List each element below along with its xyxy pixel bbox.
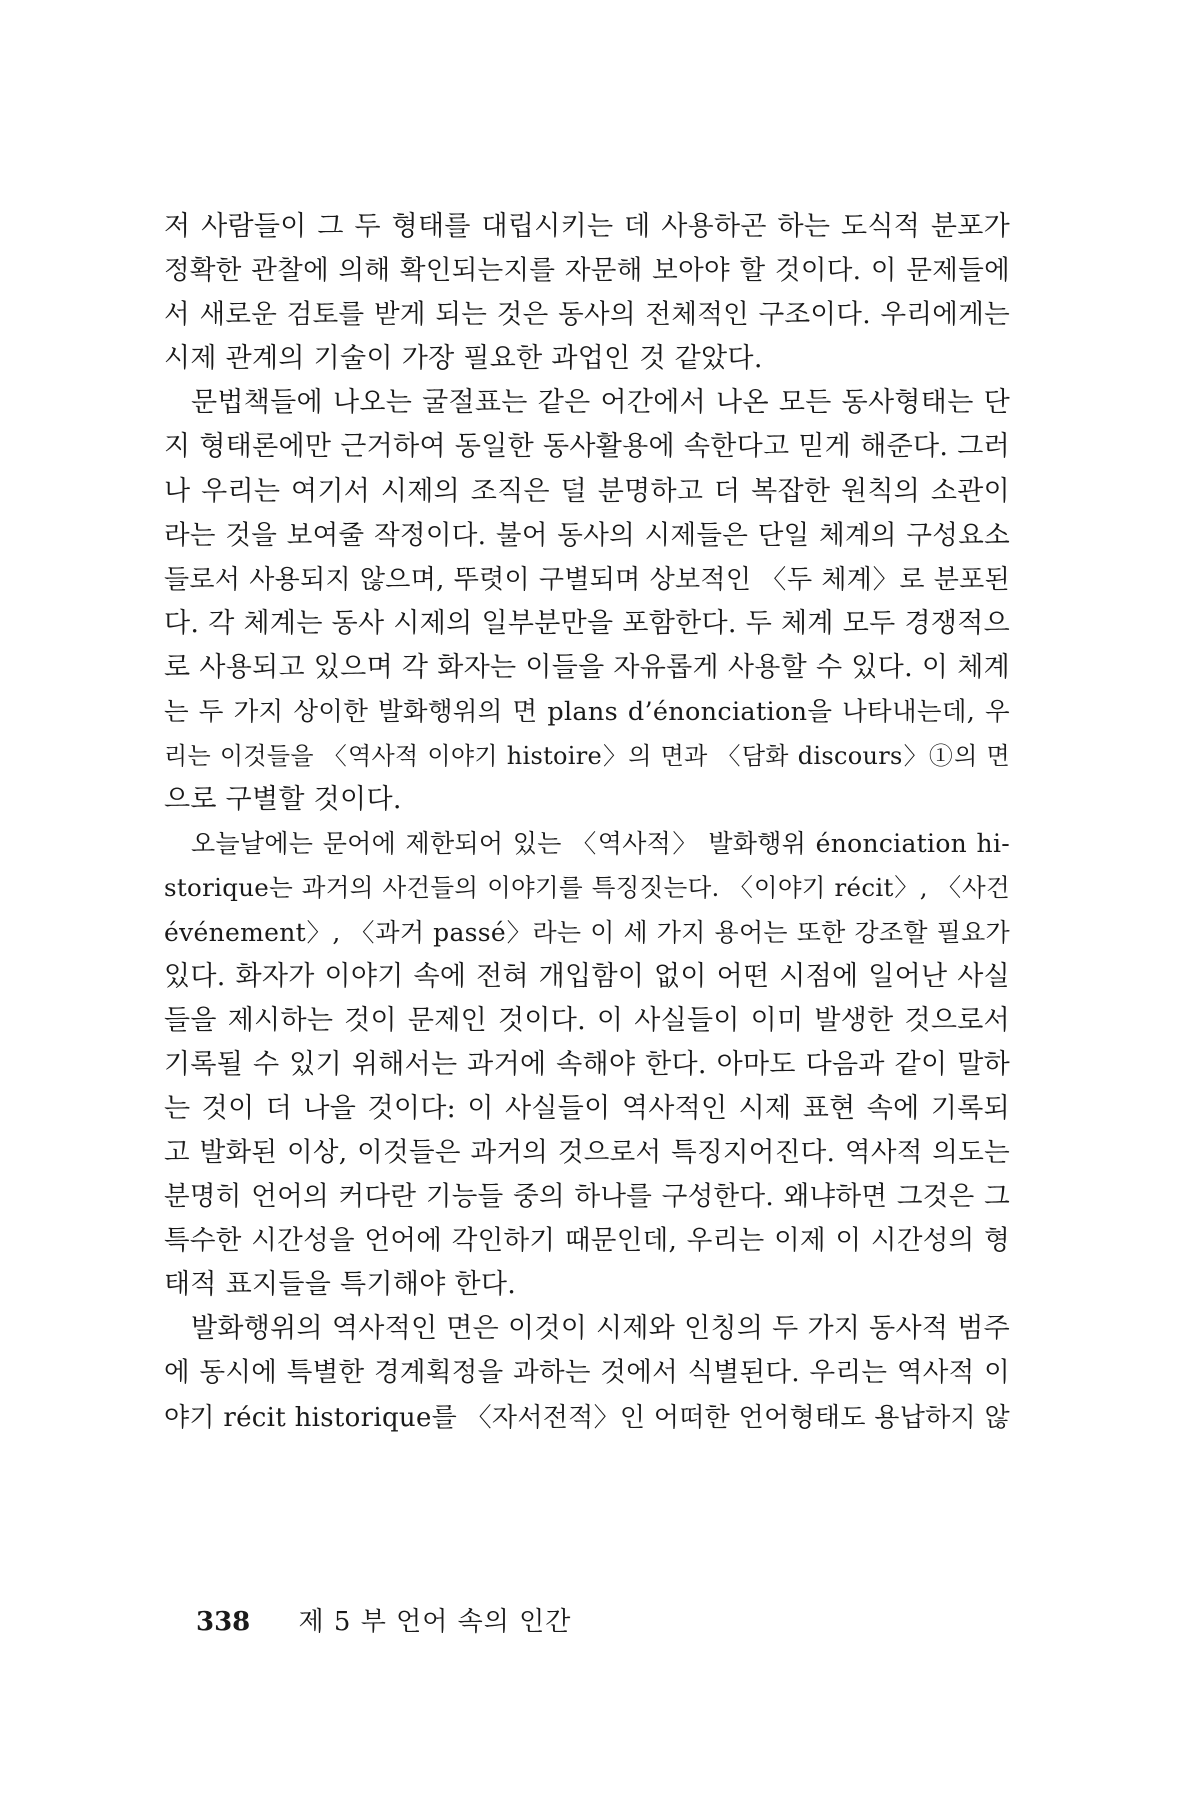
- text-line: 다. 각 체계는 동사 시제의 일부분만을 포함한다. 두 체계 모두 경쟁적으: [164, 607, 1010, 639]
- text-line: 특수한 시간성을 언어에 각인하기 때문인데, 우리는 이제 이 시간성의 형: [164, 1225, 1010, 1257]
- text-line: 분명히 언어의 커다란 기능들 중의 하나를 구성한다. 왜냐하면 그것은 그: [164, 1181, 1010, 1213]
- text-line: 있다. 화자가 이야기 속에 전혀 개입함이 없이 어떤 시점에 일어난 사실: [164, 960, 1010, 992]
- text-line: 라는 것을 보여줄 작정이다. 불어 동사의 시제들은 단일 체계의 구성요소: [164, 519, 1010, 551]
- text-line: 정확한 관찰에 의해 확인되는지를 자문해 보아야 할 것이다. 이 문제들에: [164, 255, 1010, 287]
- page-number: 338: [196, 1607, 251, 1637]
- text-line: 에 동시에 특별한 경계획정을 과하는 것에서 식별된다. 우리는 역사적 이: [164, 1357, 1010, 1389]
- text-line: 태적 표지들을 특기해야 한다.: [164, 1269, 517, 1301]
- text-line: 기록될 수 있기 위해서는 과거에 속해야 한다. 아마도 다음과 같이 말하: [164, 1048, 1010, 1080]
- text-line: événement〉, 〈과거 passé〉라는 이 세 가지 용어는 또한 강조할 필요가: [164, 917, 1010, 947]
- text-line: 문법책들에 나오는 굴절표는 같은 어간에서 나온 모든 동사형태는 단: [191, 387, 1010, 419]
- text-line: 저 사람들이 그 두 형태를 대립시키는 데 사용하곤 하는 도식적 분포가: [164, 211, 1010, 242]
- paragraph: [164, 381, 1010, 822]
- page-footer: [196, 1605, 571, 1639]
- text-line: 시제 관계의 기술이 가장 필요한 과업인 것 같았다.: [164, 343, 763, 375]
- text-line: storique는 과거의 사건들의 이야기를 특징짓는다. 〈이야기 récit〉, 〈사건: [164, 873, 1010, 903]
- paragraph: [164, 1307, 1010, 1439]
- text-line: 지 형태론에만 근거하여 동일한 동사활용에 속한다고 믿게 해준다. 그러: [164, 431, 1010, 463]
- text-line: 는 두 가지 상이한 발화행위의 면 plans d’énonciation을 나타내는데, 우: [164, 697, 1010, 728]
- running-head: 제 5 부 언어 속의 인간: [298, 1607, 572, 1637]
- body-text: [164, 205, 1010, 1440]
- text-line: 들을 제시하는 것이 문제인 것이다. 이 사실들이 이미 발생한 것으로서: [164, 1004, 1010, 1036]
- text-line: 들로서 사용되지 않으며, 뚜렷이 구별되며 상보적인 〈두 체계〉로 분포된: [164, 564, 1010, 595]
- paragraph: [164, 822, 1010, 1307]
- text-line: 으로 구별할 것이다.: [164, 784, 402, 816]
- paragraph: [164, 205, 1010, 381]
- text-line: 나 우리는 여기서 시제의 조직은 덜 분명하고 더 복잡한 원칙의 소관이: [164, 475, 1010, 507]
- text-line: 발화행위의 역사적인 면은 이것이 시제와 인칭의 두 가지 동사적 범주: [191, 1313, 1010, 1345]
- text-line: 야기 récit historique를 〈자서전적〉인 어떠한 언어형태도 용납하지 않: [164, 1402, 1010, 1433]
- text-line: 로 사용되고 있으며 각 화자는 이들을 자유롭게 사용할 수 있다. 이 체계: [164, 651, 1010, 683]
- text-line: 고 발화된 이상, 이것들은 과거의 것으로서 특징지어진다. 역사적 의도는: [164, 1136, 1010, 1168]
- text-line: 서 새로운 검토를 받게 되는 것은 동사의 전체적인 구조이다. 우리에게는: [164, 299, 1010, 331]
- text-line: 리는 이것들을 〈역사적 이야기 histoire〉의 면과 〈담화 discours〉①의 면: [164, 742, 1010, 771]
- text-line: 오늘날에는 문어에 제한되어 있는 〈역사적〉 발화행위 énonciation hi-: [191, 829, 1010, 859]
- text-line: 는 것이 더 나을 것이다: 이 사실들이 역사적인 시제 표현 속에 기록되: [164, 1092, 1010, 1124]
